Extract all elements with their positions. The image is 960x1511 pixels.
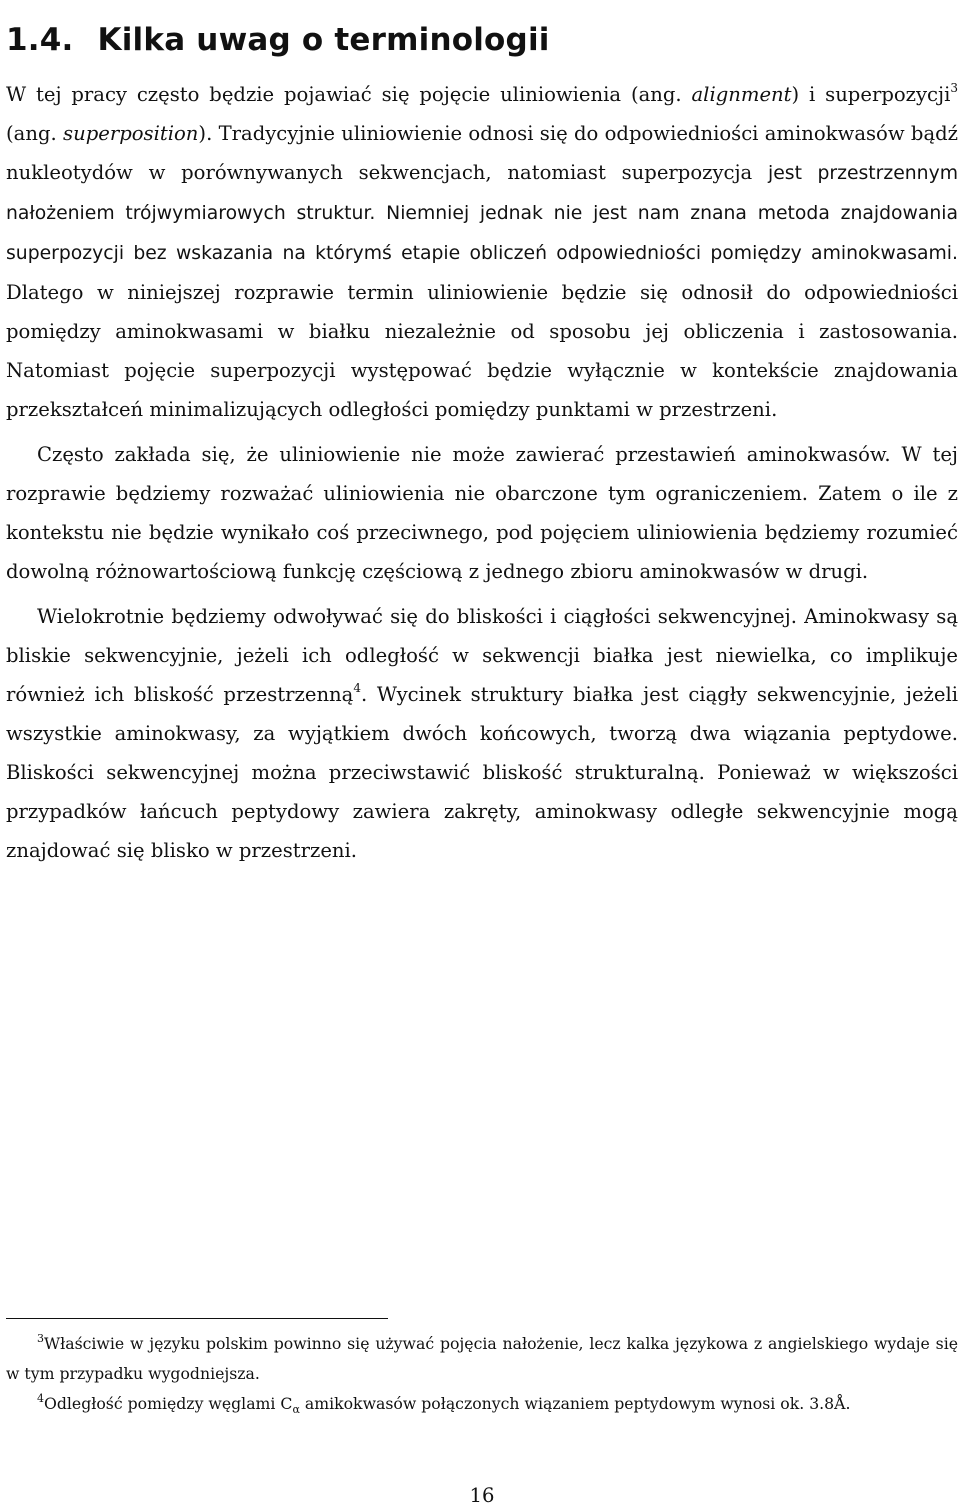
footnote-mark-4: 4 (37, 1391, 44, 1405)
section-number: 1.4. (6, 21, 74, 58)
paragraph-3-text-b: . Wycinek struktury białka jest ciągły sekwencyjnie, jeżeli wszystkie aminokwasy, za wyjątkiem dwóch końcowych, tworzą dwa wiązania peptydowe. Bliskości sekwencyjnej można przeciwstawić bliskość strukturalną. Ponieważ w większości przypadków łańcuch peptydowy zawiera zakręty, aminokwasy odległe sekwencyjnie mogą znajdować się blisko w przestrzeni. (6, 683, 958, 862)
section-title: Kilka uwag o terminologii (97, 21, 550, 58)
footnote-4-text-a: Odległość pomiędzy węglami C (44, 1394, 293, 1413)
term-alignment: alignment (691, 83, 792, 106)
section-heading (6, 21, 550, 59)
term-superposition: superposition (63, 122, 199, 145)
page-number: 16 (469, 1484, 495, 1507)
paragraph-1-text-b: ) i superpozycji (791, 83, 951, 106)
paragraph-3-text-a: Wielokrotnie będziemy odwoływać się do bliskości i ciągłości sekwencyjnej. Aminokwasy są bliskie sekwencyjnie, jeżeli ich odległość w sekwencji białka jest niewielka, co implikuje również ich bliskość przestrzenną (6, 605, 958, 706)
footnote-3 (6, 1329, 958, 1389)
paragraph-3 (6, 597, 958, 870)
paragraph-1-text-a: W tej pracy często będzie pojawiać się pojęcie uliniowienia (ang. (6, 83, 692, 106)
footnote-3-text: Właściwie w języku polskim powinno się używać pojęcia nałożenie, lecz kalka językowa z angielskiego wydaje się w tym przypadku wygodniejsza. (6, 1334, 958, 1383)
body-text (6, 75, 958, 870)
paragraph-1-text-e: Dlatego w niniejszej rozprawie termin uliniowienie będzie się odnosił do odpowiedniości pomiędzy aminokwasami w białku niezależnie od sposobu jej obliczenia i zastosowania. Natomiast pojęcie superpozycji występować będzie wyłącznie w kontekście znajdowania przekształceń minimalizujących odległości pomiędzy punktami w przestrzeni. (6, 281, 958, 421)
paragraph-2: Często zakłada się, że uliniowienie nie może zawierać przestawień aminokwasów. W tej rozprawie będziemy rozważać uliniowienia nie obarczone tym ograniczeniem. Zatem o ile z kontekstu nie będzie wynikało coś przeciwnego, pod pojęciem uliniowienia będziemy rozumieć dowolną różnowartościową funkcję częściową z jednego zbioru aminokwasów w drugi. (6, 443, 958, 583)
paragraph-1-text-sans: jest przestrzennym nałożeniem trójwymiarowych struktur. Niemniej jednak nie jest nam znana metoda znajdowania superpozycji bez wskazania na którymś etapie obliczeń odpowiedniości pomiędzy aminokwasami. (6, 163, 958, 264)
footnote-4-subscript-alpha: α (292, 1403, 300, 1417)
paragraph-1-text-c: (ang. (6, 122, 64, 145)
footnote-mark-3: 3 (37, 1331, 44, 1345)
footnote-4 (6, 1389, 958, 1419)
footnotes (6, 1318, 958, 1419)
paragraph-1-text-d: ). Tradycyjnie uliniowienie odnosi się do odpowiedniości aminokwasów bądź nukleotydów w porównywanych sekwencjach, natomiast superpozycja (6, 122, 959, 184)
footnote-rule (6, 1318, 388, 1319)
paragraph-1 (6, 75, 958, 429)
footnote-ref-4[interactable]: 4 (353, 681, 361, 696)
footnote-4-text-b: amikokwasów połączonych wiązaniem peptydowym wynosi ok. 3.8Å. (299, 1394, 851, 1413)
footnote-ref-3[interactable]: 3 (950, 81, 959, 96)
